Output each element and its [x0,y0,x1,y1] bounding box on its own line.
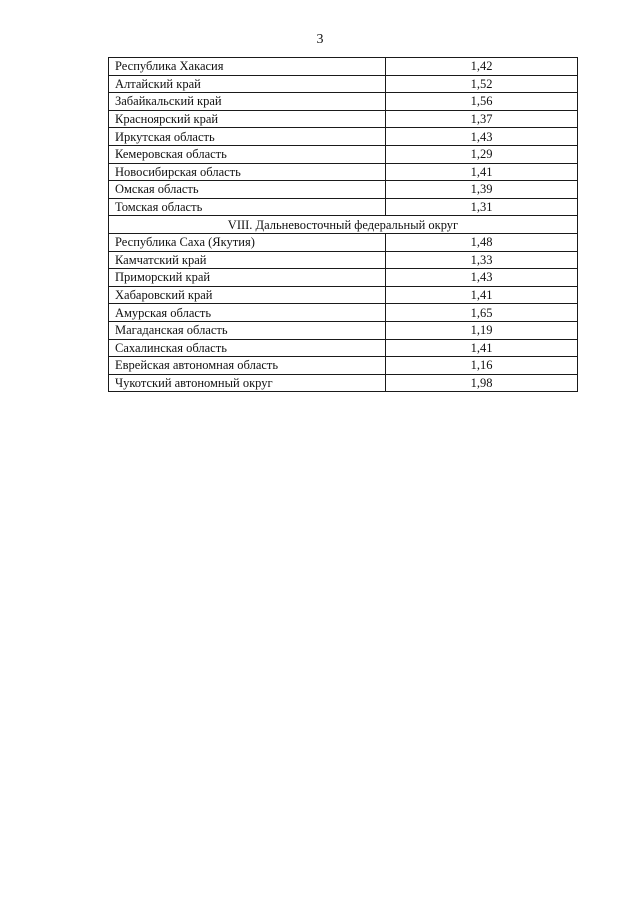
region-name: Республика Хакасия [109,58,386,76]
table-row [109,321,578,339]
region-name: Кемеровская область [109,145,386,163]
region-name: Амурская область [109,304,386,322]
region-name: Еврейская автономная область [109,357,386,375]
section-header-row [109,216,578,234]
coefficient-value: 1,41 [386,286,578,304]
table-row [109,357,578,375]
coefficient-value: 1,19 [386,321,578,339]
region-name: Магаданская область [109,321,386,339]
region-name: Республика Саха (Якутия) [109,233,386,251]
coefficient-value: 1,52 [386,75,578,93]
region-name: Новосибирская область [109,163,386,181]
region-name: Забайкальский край [109,93,386,111]
table-row [109,251,578,269]
table-row [109,93,578,111]
table-row [109,198,578,216]
coefficient-value: 1,43 [386,128,578,146]
table-row [109,286,578,304]
coefficient-value: 1,41 [386,339,578,357]
region-name: Алтайский край [109,75,386,93]
coefficient-value: 1,33 [386,251,578,269]
region-name: Хабаровский край [109,286,386,304]
table-row [109,269,578,287]
region-name: Красноярский край [109,110,386,128]
coefficient-value: 1,98 [386,374,578,392]
region-name: Омская область [109,181,386,199]
page-number: 3 [316,32,324,47]
coefficient-value: 1,43 [386,269,578,287]
table-row [109,233,578,251]
coefficient-value: 1,42 [386,58,578,76]
region-name: Приморский край [109,269,386,287]
regions-coefficient-table [108,57,578,392]
coefficient-value: 1,39 [386,181,578,199]
coefficient-value: 1,48 [386,233,578,251]
coefficient-value: 1,41 [386,163,578,181]
region-name: Чукотский автономный округ [109,374,386,392]
table-row [109,58,578,76]
coefficient-value: 1,31 [386,198,578,216]
coefficient-value: 1,65 [386,304,578,322]
section-title: VIII. Дальневосточный федеральный округ [109,216,578,234]
region-name: Камчатский край [109,251,386,269]
coefficient-value: 1,56 [386,93,578,111]
region-name: Сахалинская область [109,339,386,357]
coefficient-value: 1,37 [386,110,578,128]
table-row [109,374,578,392]
table-row [109,163,578,181]
table-row [109,339,578,357]
table-row [109,145,578,163]
table-row [109,128,578,146]
region-name: Томская область [109,198,386,216]
coefficient-value: 1,29 [386,145,578,163]
table-row [109,110,578,128]
table-row [109,75,578,93]
table-row [109,181,578,199]
coefficient-value: 1,16 [386,357,578,375]
region-name: Иркутская область [109,128,386,146]
table-row [109,304,578,322]
table-body [109,58,578,392]
